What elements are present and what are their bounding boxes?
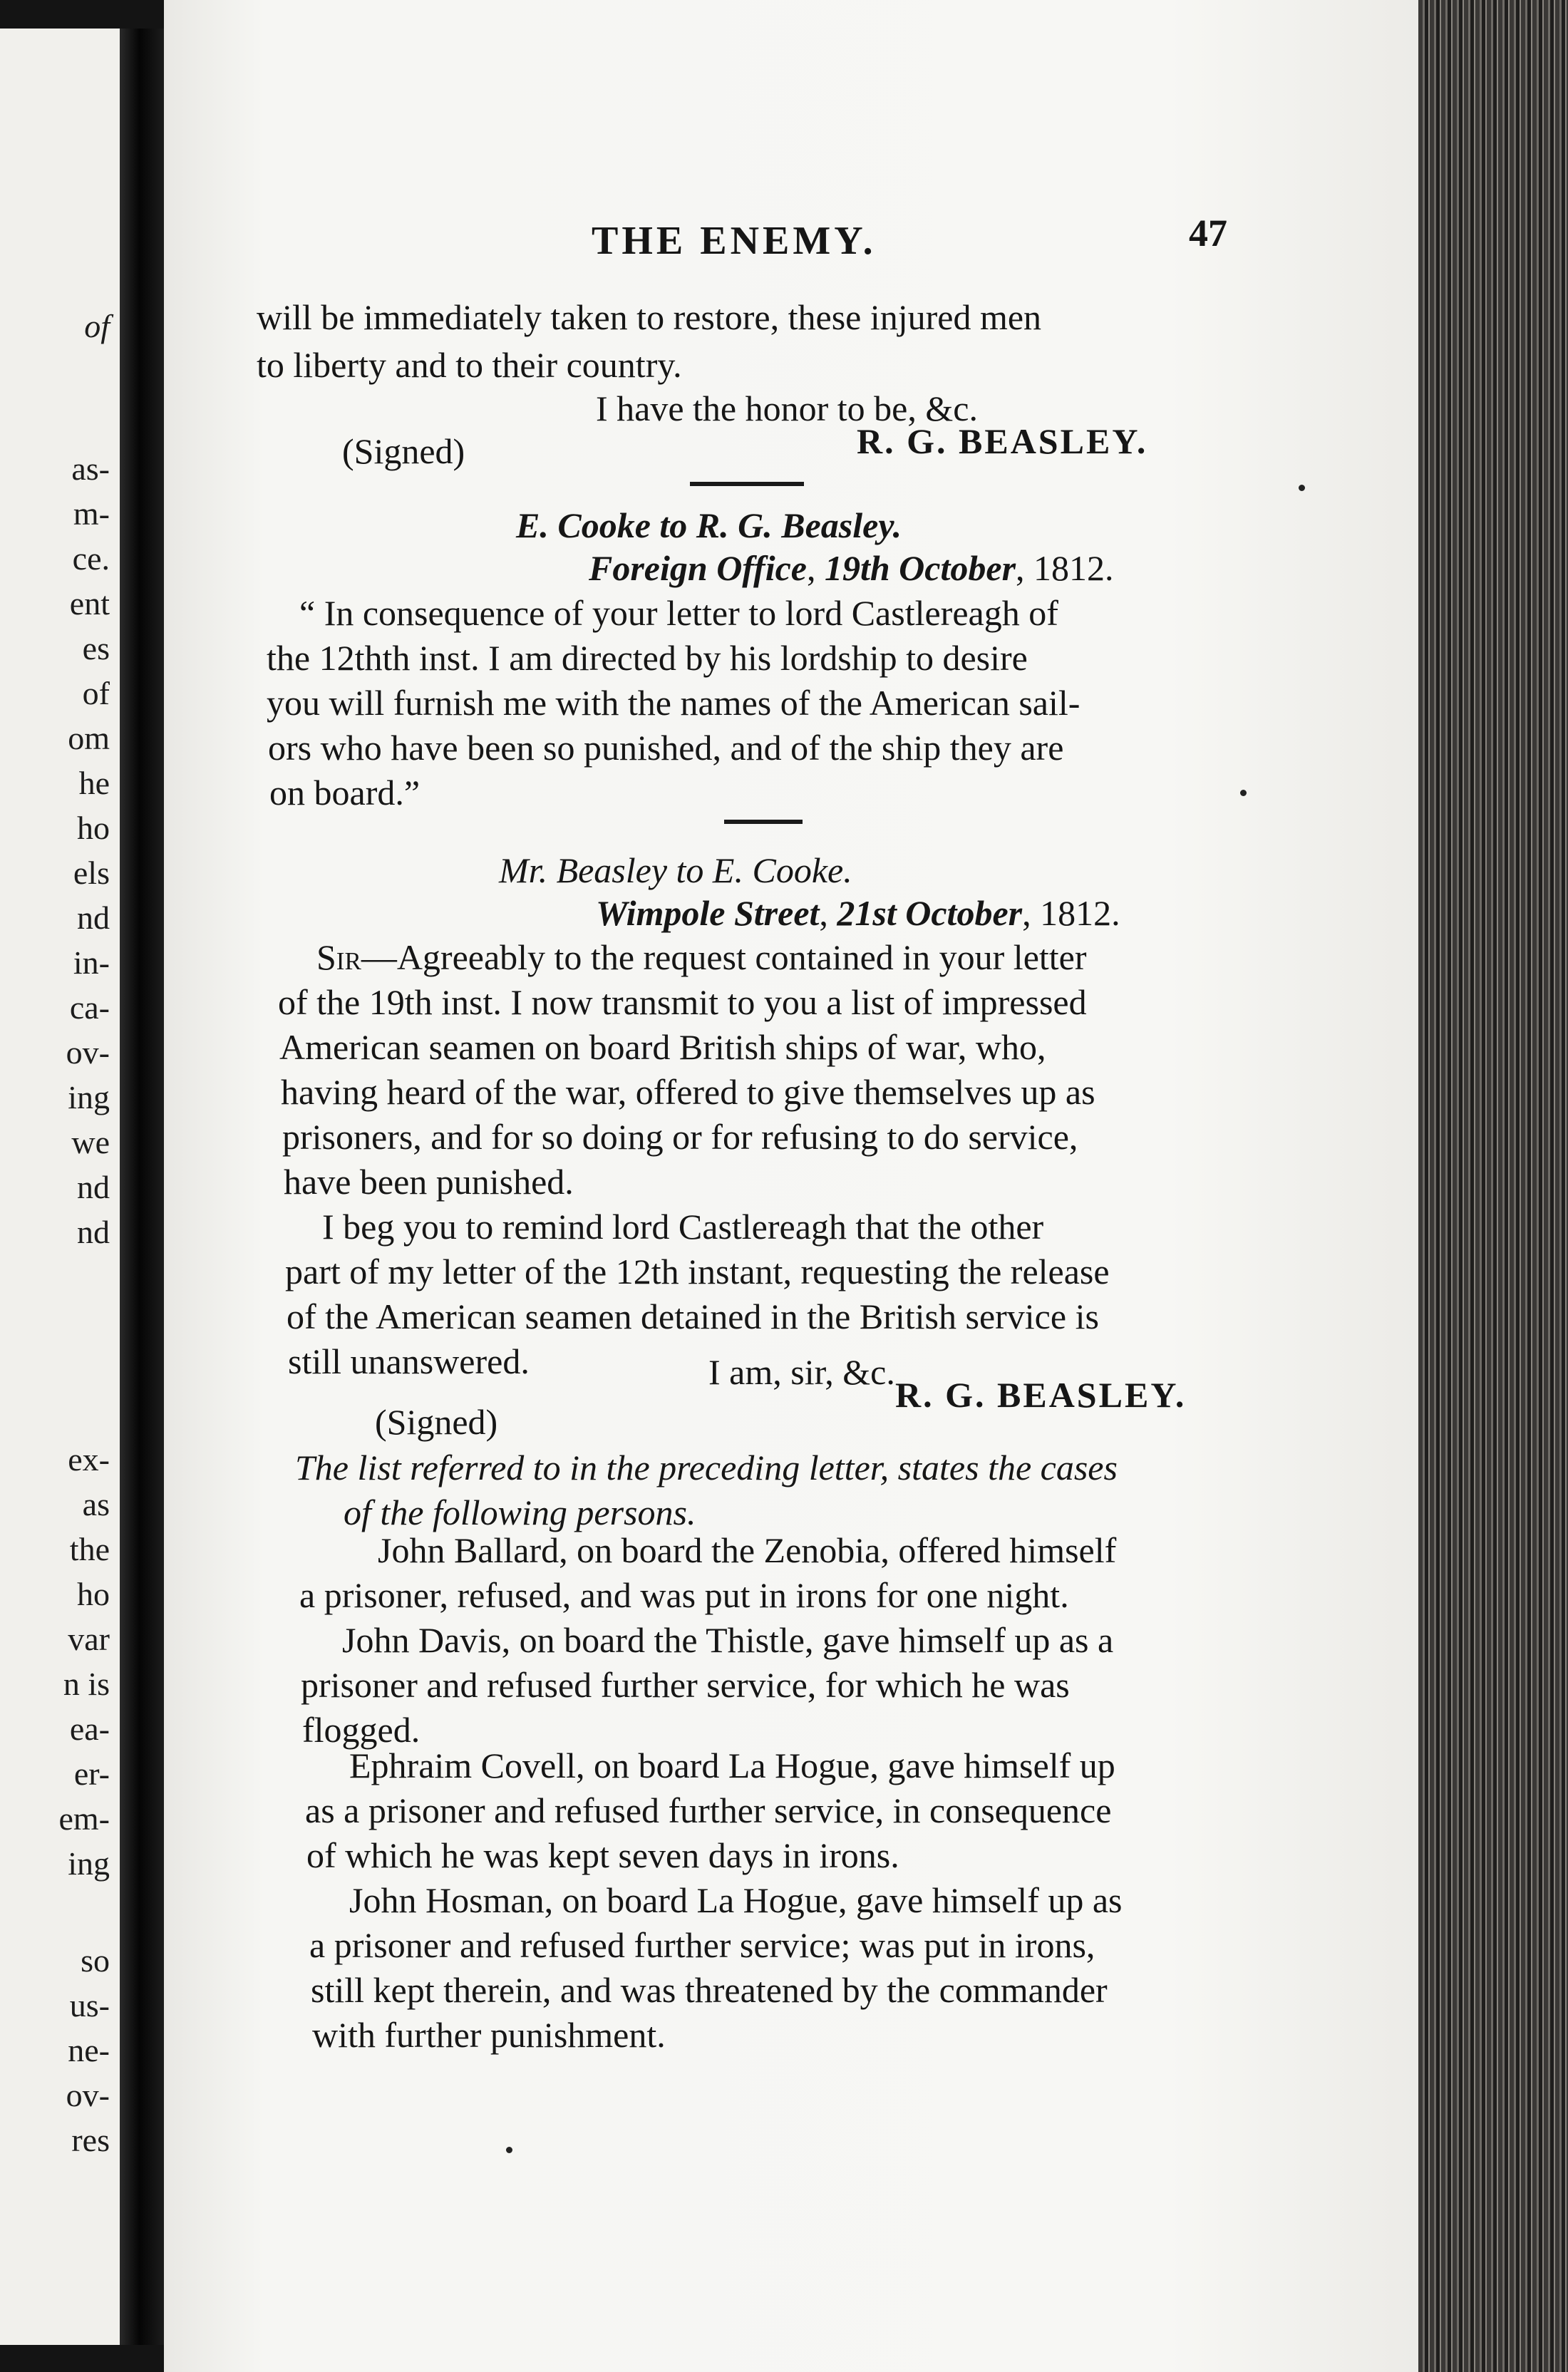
case-line: still kept therein, and was threatened by the commander: [311, 1970, 1108, 2010]
case-line: a prisoner and refused further service; was put in irons,: [309, 1925, 1095, 1965]
salutation: Sir: [316, 937, 361, 977]
book-gutter: [120, 29, 164, 2345]
left-page-fragment: the: [69, 1531, 110, 1567]
page-number: 47: [1189, 212, 1227, 254]
text-line: “ In consequence of your letter to lord Castlereagh of: [299, 593, 1058, 633]
text-line: the 12thth inst. I am directed by his lordship to desire: [267, 638, 1028, 678]
left-page-fragment: ov-: [66, 1034, 110, 1071]
signed-label: (Signed): [342, 431, 465, 471]
left-page-fragment: res: [71, 2122, 110, 2158]
left-page-fragment: in-: [73, 944, 110, 981]
left-page-fragment: ce.: [72, 540, 110, 577]
left-page-fragment: ing: [68, 1845, 110, 1882]
list-intro-line: The list referred to in the preceding letter, states the cases: [295, 1448, 1118, 1487]
case-line: as a prisoner and refused further service, in consequence: [305, 1790, 1112, 1830]
case-line: with further punishment.: [312, 2015, 666, 2055]
left-page-fragment: nd: [77, 1214, 110, 1250]
left-page-fragment: els: [73, 855, 110, 891]
case-line: John Ballard, on board the Zenobia, offered himself: [378, 1530, 1117, 1570]
left-page-fragment: as-: [71, 450, 110, 487]
text-line: still unanswered.: [288, 1341, 530, 1381]
letter-dateline: Wimpole Street, 21st October, 1812.: [596, 893, 1120, 933]
letter-heading: Mr. Beasley to E. Cooke.: [499, 850, 852, 890]
left-page-fragment: of: [84, 308, 110, 344]
case-line: a prisoner, refused, and was put in irons for one night.: [299, 1575, 1069, 1615]
text-line: part of my letter of the 12th instant, requesting the release: [285, 1252, 1110, 1291]
left-page-fragment: ing: [68, 1079, 110, 1115]
section-rule: [724, 820, 803, 824]
left-page-fragment: we: [71, 1124, 110, 1160]
case-line: John Hosman, on board La Hogue, gave himself up as: [349, 1880, 1123, 1920]
section-rule: [690, 482, 804, 486]
text-line: of the American seamen detained in the British service is: [287, 1296, 1099, 1336]
text-line: [316, 939, 1087, 975]
case-line: of which he was kept seven days in irons.: [306, 1835, 899, 1875]
print-speck: [506, 2147, 512, 2153]
text-line-rest: —Agreeably to the request contained in your letter: [361, 937, 1087, 977]
running-title: THE ENEMY.: [592, 219, 877, 263]
left-page-fragment: ne-: [68, 2032, 110, 2068]
left-page-fragment: ov-: [66, 2077, 110, 2113]
left-page-fragment: us-: [69, 1987, 110, 2023]
case-line: flogged.: [302, 1710, 421, 1750]
left-page-fragment: nd: [77, 1169, 110, 1205]
dateline-year: 1812.: [1033, 548, 1114, 588]
case-line: prisoner and refused further service, for which he was: [301, 1665, 1070, 1705]
text-line: have been punished.: [284, 1162, 574, 1202]
list-intro-line: of the following persons.: [344, 1492, 696, 1532]
left-page-fragment: ex-: [68, 1441, 110, 1478]
case-line: Ephraim Covell, on board La Hogue, gave himself up: [349, 1746, 1115, 1785]
closing-line: I am, sir, &c.: [708, 1352, 895, 1392]
left-page-fragment: em-: [58, 1800, 110, 1837]
text-line: will be immediately taken to restore, these injured men: [257, 297, 1042, 337]
left-page-fragment: var: [68, 1621, 110, 1657]
text-line: I beg you to remind lord Castlereagh that the other: [322, 1207, 1044, 1247]
text-line: having heard of the war, offered to give themselves up as: [281, 1072, 1095, 1112]
left-page-fragment: ho: [77, 1576, 110, 1612]
signature: R. G. BEASLEY.: [895, 1375, 1187, 1415]
text-line: you will furnish me with the names of the American sail-: [267, 683, 1080, 723]
left-page-fragment: ent: [69, 585, 110, 622]
left-page-fragment: he: [78, 765, 110, 801]
left-page-fragment: m-: [73, 495, 110, 532]
dateline-year: 1812.: [1040, 893, 1120, 933]
letter-dateline: Foreign Office, 19th October, 1812.: [589, 548, 1114, 588]
left-page-fragment: of: [82, 675, 110, 711]
print-speck: [1299, 485, 1305, 491]
dateline-date: 21st October: [837, 893, 1023, 933]
text-line: American seamen on board British ships of war, who,: [279, 1027, 1046, 1067]
left-page-fragment: so: [81, 1942, 110, 1979]
left-facing-page: [0, 29, 120, 2345]
dateline-place: Wimpole Street: [596, 893, 820, 933]
text-line: of the 19th inst. I now transmit to you a list of impressed: [278, 982, 1087, 1022]
text-line: on board.”: [269, 773, 421, 813]
text-line: to liberty and to their country.: [257, 345, 682, 385]
left-page-fragment: ea-: [69, 1711, 110, 1747]
text-line: ors who have been so punished, and of the ship they are: [268, 728, 1064, 768]
left-page-fragment: as: [82, 1486, 110, 1522]
signed-label: (Signed): [375, 1402, 498, 1442]
closing-line: I have the honor to be, &c.: [596, 388, 978, 428]
case-line: John Davis, on board the Thistle, gave himself up as a: [342, 1620, 1114, 1660]
page-edges: [1418, 0, 1568, 2372]
left-page-fragment: es: [82, 630, 110, 666]
left-page-fragment: er-: [73, 1755, 110, 1792]
left-page-fragment: n is: [63, 1666, 110, 1702]
dateline-place: Foreign Office: [589, 548, 807, 588]
left-page-fragment: om: [68, 720, 110, 756]
print-speck: [1240, 790, 1247, 796]
signature: R. G. BEASLEY.: [857, 421, 1148, 461]
text-line: prisoners, and for so doing or for refusing to do service,: [282, 1117, 1078, 1157]
left-page-fragment: ca-: [69, 989, 110, 1026]
letter-heading: E. Cooke to R. G. Beasley.: [516, 505, 902, 545]
dateline-date: 19th October: [824, 548, 1016, 588]
left-page-fragment: ho: [77, 810, 110, 846]
left-page-fragment: nd: [77, 899, 110, 936]
